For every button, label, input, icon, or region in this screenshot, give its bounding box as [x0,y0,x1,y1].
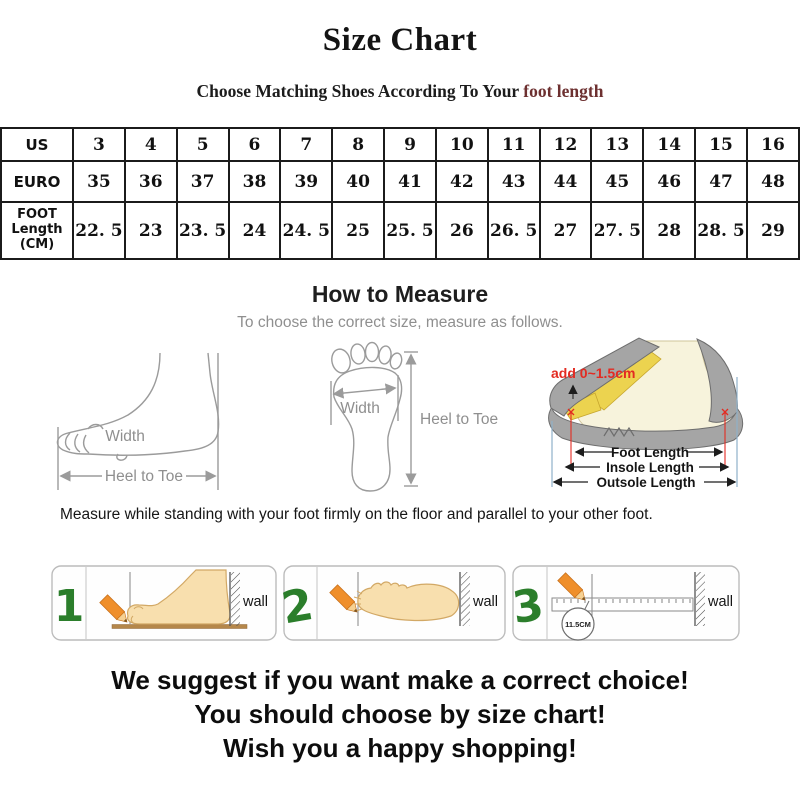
page-title: Size Chart [322,22,478,58]
size-cell: 40 [332,161,384,202]
footer-line-3: Wish you a happy shopping! [223,733,577,763]
size-cell: 46 [643,161,695,202]
size-cell: 28. 5 [695,202,747,259]
how-to-measure-heading: How to Measure [311,281,489,307]
step-2-wall-label: wall [473,594,498,610]
table-row [1,202,799,259]
step-2-number: 2 [277,578,317,635]
outsole-length-label: Outsole Length [596,475,696,490]
size-cell: 26 [436,202,488,259]
size-cell: 45 [591,161,643,202]
size-cell: 25 [332,202,384,259]
step-1-wall-label: wall [243,594,268,610]
size-cell: 11 [488,128,540,161]
wall-hatch [231,572,240,626]
step-1-number: 1 [53,581,85,632]
size-cell: 47 [695,161,747,202]
size-cell: 41 [384,161,436,202]
insole-length-label: Insole Length [606,460,694,475]
size-cell: 25. 5 [384,202,436,259]
size-cell: 9 [384,128,436,161]
table-row [1,161,799,202]
size-cell: 26. 5 [488,202,540,259]
size-cell: 37 [177,161,229,202]
size-cell: 14 [643,128,695,161]
size-cell: 38 [229,161,281,202]
sole-outline [334,367,402,491]
size-cell: 4 [125,128,177,161]
table-row [1,128,799,161]
measure-diagrams [0,333,800,503]
row-label: FOOT Length (CM) [1,202,73,259]
size-cell: 6 [229,128,281,161]
step-3-number: 3 [509,579,547,635]
size-cell: 13 [591,128,643,161]
size-cell: 43 [488,161,540,202]
foot-length-label: Foot Length [611,445,689,460]
size-cell: 22. 5 [73,202,125,259]
size-cell: 36 [125,161,177,202]
size-cell: 16 [747,128,799,161]
size-cell: 48 [747,161,799,202]
row-label: EURO [1,161,73,202]
step-3-wall-label: wall [708,594,733,610]
footer-line-1: We suggest if you want make a correct choice! [111,665,689,695]
size-table [0,127,800,260]
size-cell: 8 [332,128,384,161]
size-cell: 23 [125,202,177,259]
size-cell: 27 [540,202,592,259]
size-cell: 39 [280,161,332,202]
subtitle-highlight: foot length [523,81,604,101]
size-cell: 23. 5 [177,202,229,259]
shoe-diagram [549,338,743,490]
size-cell: 5 [177,128,229,161]
side-foot-diagram [57,353,218,490]
wall-hatch [461,572,470,626]
side-foot-width-label: Width [105,428,145,445]
size-cell: 28 [643,202,695,259]
measure-steps [0,558,800,658]
add-allowance-label: add 0~1.5cm [551,365,636,381]
floor-line [112,625,247,629]
size-cell: 7 [280,128,332,161]
row-label: US [1,128,73,161]
step-3-panel [509,566,739,640]
sole-foot-width-label: Width [340,400,380,417]
size-cell: 10 [436,128,488,161]
size-cell: 24 [229,202,281,259]
step-2-panel [278,566,505,640]
size-cell: 15 [695,128,747,161]
footer-line-2: You should choose by size chart! [194,699,606,729]
size-cell: 42 [436,161,488,202]
subtitle [0,81,800,102]
size-cell: 12 [540,128,592,161]
ruler-value: 11.5CM [565,620,591,629]
sole-foot-diagram [329,343,498,492]
how-to-measure-subheading: To choose the correct size, measure as follows. [237,314,563,331]
sole-foot-heel-to-toe-label: Heel to Toe [420,411,499,428]
footer-message [0,663,800,765]
side-foot-heel-to-toe-label: Heel to Toe [104,468,184,485]
size-cell: 24. 5 [280,202,332,259]
size-cell: 3 [73,128,125,161]
subtitle-prefix: Choose Matching Shoes According To Your [196,81,524,101]
size-cell: 35 [73,161,125,202]
wall-hatch [696,572,705,626]
size-cell: 27. 5 [591,202,643,259]
size-cell: 29 [747,202,799,259]
measure-instruction: Measure while standing with your foot firmly on the floor and parallel to your other foot. [60,506,653,523]
step-1-panel [52,566,276,640]
size-cell: 44 [540,161,592,202]
